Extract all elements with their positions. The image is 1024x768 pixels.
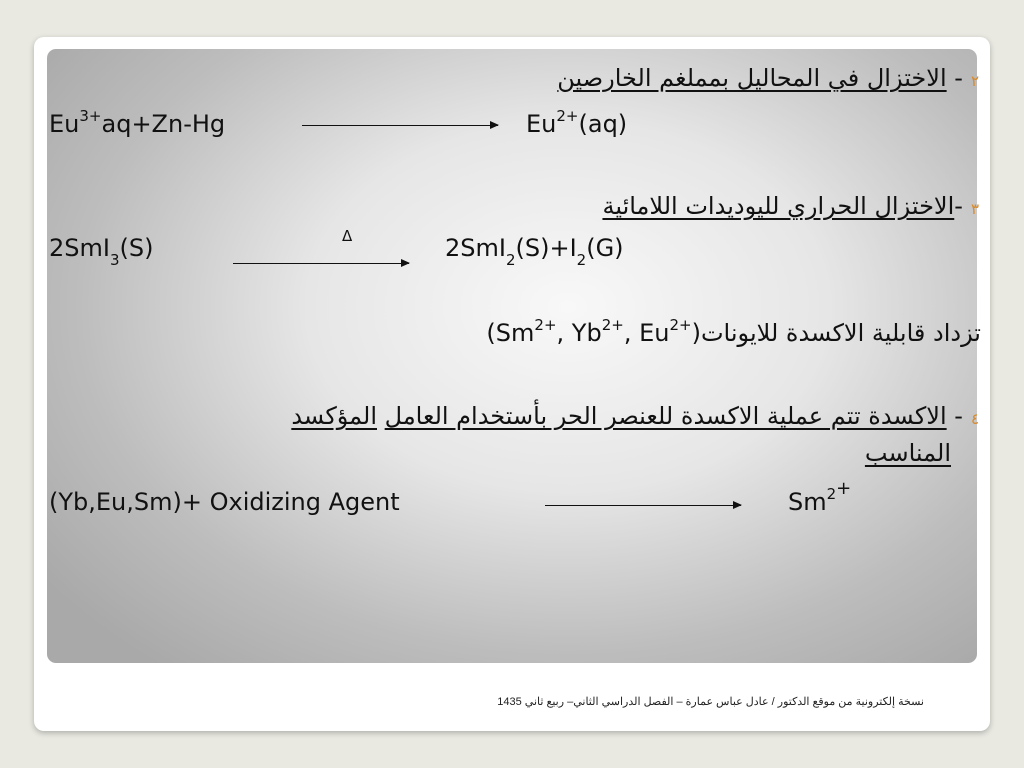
item2-text: الاختزال في المحاليل بمملغم الخارصين xyxy=(557,64,947,92)
ion2: Yb xyxy=(571,319,602,347)
eq1-left-sup: 3+ xyxy=(79,107,102,125)
ion3-sup: 2+ xyxy=(669,316,692,334)
eq1-left-rest: aq+Zn-Hg xyxy=(101,110,226,138)
ion-list xyxy=(486,316,692,347)
eq2-arrow xyxy=(233,263,409,264)
eq2-right-sub1: 2 xyxy=(505,251,516,269)
ion1-sup: 2+ xyxy=(534,316,557,334)
item4-heading-cont xyxy=(865,441,951,465)
oxidation-text: تزداد قابلية الاكسدة للايونات( xyxy=(691,319,981,347)
ion2-sup: 2+ xyxy=(601,316,624,334)
eq1-right-rest: (aq) xyxy=(578,110,628,138)
eq3-left: (Yb,Eu,Sm)+ Oxidizing Agent xyxy=(49,488,400,516)
eq2-right xyxy=(445,234,624,269)
eq3-right-sup2: + xyxy=(836,478,852,499)
eq3-arrow xyxy=(545,505,741,506)
eq1-arrow xyxy=(302,125,498,126)
eq2-left xyxy=(49,234,154,269)
item2-heading xyxy=(557,66,979,90)
item4-part2: المؤكسد xyxy=(291,402,377,430)
item3-text: الاختزال الحراري لليوديدات اللامائية xyxy=(602,192,955,220)
eq2-left-b: (S) xyxy=(119,234,154,262)
ion-sep2: , xyxy=(623,319,640,347)
ion-sep1: , xyxy=(556,319,572,347)
ion1: Sm xyxy=(495,319,535,347)
item4-heading xyxy=(291,404,979,428)
ion3: Eu xyxy=(639,319,670,347)
item2-number: ٢ xyxy=(970,72,979,90)
oxidation-line xyxy=(486,316,981,347)
eq3-right xyxy=(788,478,852,516)
item4-part3: المناسب xyxy=(864,439,951,467)
item3-dash: - xyxy=(954,192,963,220)
eq2-left-a: 2SmI xyxy=(49,234,110,262)
eq1-right xyxy=(526,107,628,138)
eq1-right-base: Eu xyxy=(526,110,557,138)
eq1-left-base: Eu xyxy=(49,110,80,138)
eq2-right-b: (S)+I xyxy=(515,234,577,262)
eq2-right-c: (G) xyxy=(586,234,624,262)
item3-number: ٣ xyxy=(970,200,979,218)
item4-number: ٤ xyxy=(970,410,979,428)
item3-heading xyxy=(602,194,979,218)
item4-dash: - xyxy=(954,402,963,430)
eq2-right-sub2: 2 xyxy=(576,251,587,269)
content-panel xyxy=(47,49,977,663)
item4-part1: الاكسدة تتم عملية الاكسدة للعنصر الحر بأستخدام العامل xyxy=(384,402,947,430)
footer-credit: نسخة إلكترونية من موقع الدكتور / عادل عباس عمارة – الفصل الدراسي الثاني– ربيع ثاني 1435 xyxy=(497,696,924,708)
eq1-right-sup: 2+ xyxy=(556,107,579,125)
ion-list-open: ( xyxy=(486,319,496,347)
eq2-left-sub: 3 xyxy=(109,251,120,269)
eq3-right-sup1: 2 xyxy=(826,485,837,503)
eq3-right-base: Sm xyxy=(788,488,827,516)
heat-symbol: Δ xyxy=(342,227,353,245)
eq1-left xyxy=(49,107,226,138)
item2-dash: - xyxy=(954,64,963,92)
eq2-right-a: 2SmI xyxy=(445,234,506,262)
